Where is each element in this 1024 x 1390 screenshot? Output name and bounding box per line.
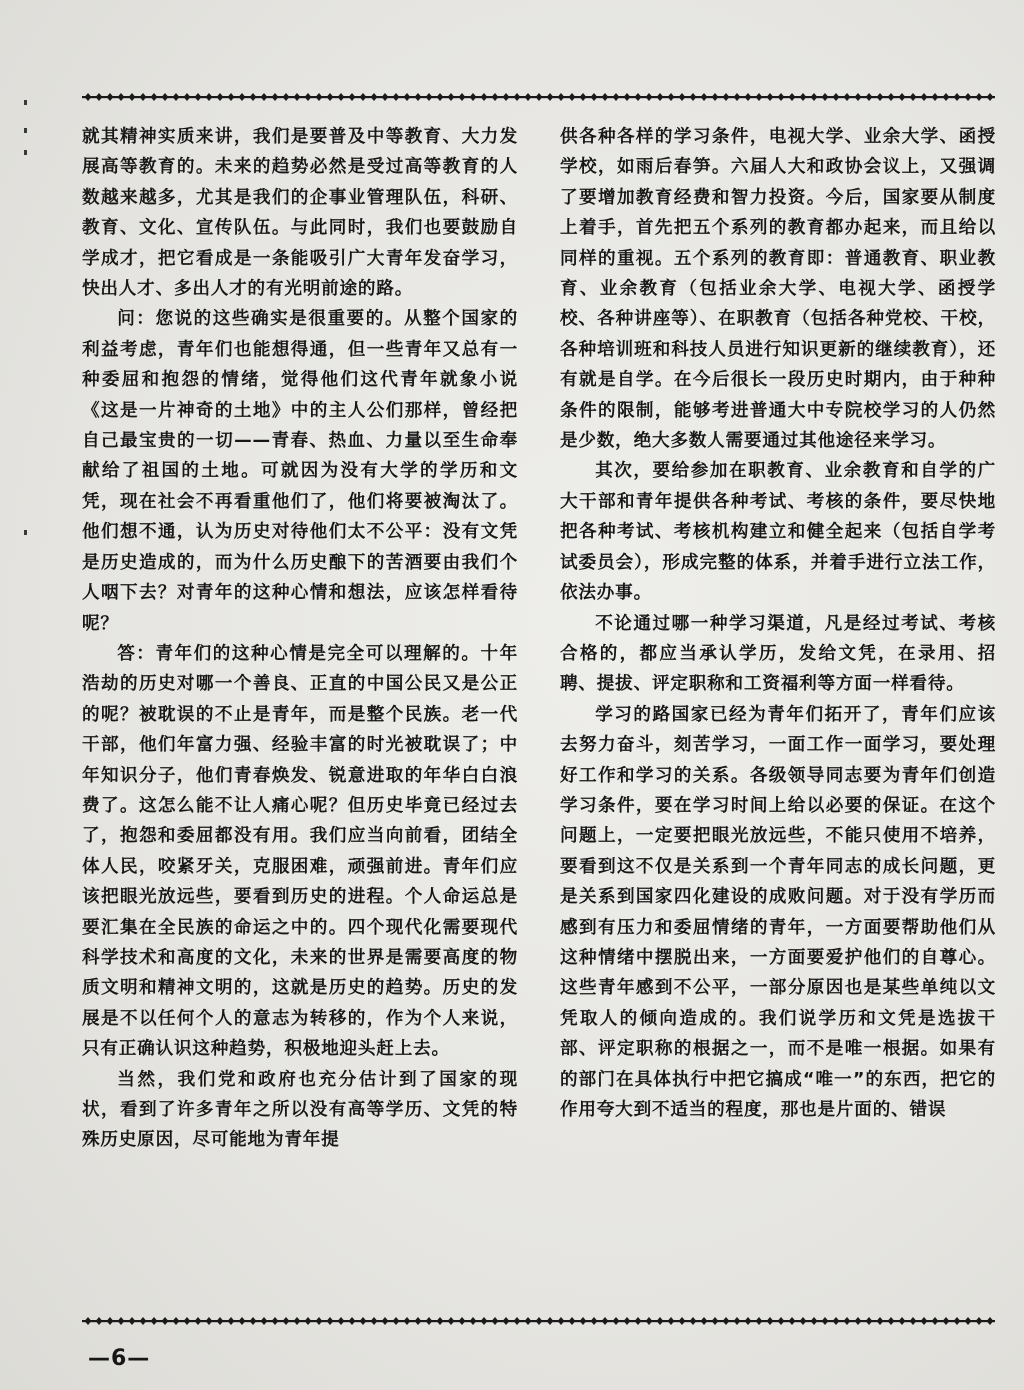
paragraph — [560, 122, 996, 456]
top-decorative-rule — [82, 92, 995, 102]
answer-paragraph — [82, 639, 518, 1065]
paragraph-text: 其次，要给参加在职教育、业余教育和自学的广大干部和青年提供各种考试、考核的条件，要尽快地把各种考试、考核机构建立和健全起来（包括自学考试委员会），形成完整的体系，并着手进行立法工作，依法办事。 — [560, 461, 996, 604]
paragraph — [82, 122, 518, 304]
question-paragraph — [82, 304, 518, 638]
question-label: 问： — [117, 309, 156, 330]
paragraph-text: 当然，我们党和政府也充分估计到了国家的现状，看到了许多青年之所以没有高等学历、文凭的特殊历史原因，尽可能地为青年提 — [82, 1069, 518, 1151]
paragraph — [560, 456, 996, 608]
paragraph-text: 供各种各样的学习条件，电视大学、业余大学、函授学校，如雨后春笋。六届人大和政协会议上，又强调了要增加教育经费和智力投资。今后，国家要从制度上着手，首先把五个系列的教育都办起来，而且给以同样的重视。五个系列的教育即：普通教育、职业教育、业余教育（包括业余大学、电视大学、函授学校、各种讲座等）、在职教育（包括各种党校、干校，各种培训班和科技人员进行知识更新的继续教育），还有就是自学。在今后很长一段历史时期内，由于种种条件的限制，能够考进普通大中专院校学习的人仍然是少数，绝大多数人需要通过其他途径来学习。 — [560, 127, 996, 452]
paragraph-text: 不论通过哪一种学习渠道，凡是经过考试、考核合格的，都应当承认学历，发给文凭，在录用、招聘、提拔、评定职称和工资福利等方面一样看待。 — [560, 613, 996, 695]
paragraph — [560, 700, 996, 1126]
paragraph-text: 学习的路国家已经为青年们拓开了，青年们应该去努力奋斗，刻苦学习，一面工作一面学习，要处理好工作和学习的关系。各级领导同志要为青年们创造学习条件，要在学习时间上给以必要的保证。在这个问题上，一定要把眼光放远些，不能只使用不培养，要看到这不仅是关系到一个青年同志的成长问题，更是关系到国家四化建设的成败问题。对于没有学历而感到有压力和委屈情绪的青年，一方面要帮助他们从这种情绪中摆脱出来，一方面要爱护他们的自尊心。这些青年感到不公平，一部分原因也是某些单纯以文凭取人的倾向造成的。我们说学历和文凭是选拔干部、评定职称的根据之一，而不是唯一根据。如果有的部门在具体执行中把它搞成“唯一”的东西，把它的作用夸大到不适当的程度，那也是片面的、错误 — [560, 704, 996, 1120]
paragraph — [560, 609, 996, 700]
answer-label: 答： — [117, 643, 156, 664]
bottom-decorative-rule — [82, 1316, 995, 1326]
right-column — [560, 122, 996, 1125]
left-column — [82, 122, 518, 1156]
page-number: —6— — [88, 1346, 151, 1371]
paragraph-text: 青年们的这种心情是完全可以理解的。十年浩劫的历史对哪一个善良、正直的中国公民又是公正的呢？被耽误的不止是青年，而是整个民族。老一代干部，他们年富力强、经验丰富的时光被耽误了；中年知识分子，他们青春焕发、锐意进取的年华白白浪费了。这怎么能不让人痛心呢？但历史毕竟已经过去了，抱怨和委屈都没有用。我们应当向前看，团结全体人民，咬紧牙关，克服困难，顽强前进。青年们应该把眼光放远些，要看到历史的进程。个人命运总是要汇集在全民族的命运之中的。四个现代化需要现代科学技术和高度的文化，未来的世界是需要高度的物质文明和精神文明的，这就是历史的趋势。历史的发展是不以任何个人的意志为转移的，作为个人来说，只有正确认识这种趋势，积极地迎头赶上去。 — [82, 643, 518, 1060]
paragraph-text: 就其精神实质来讲，我们是要普及中等教育、大力发展高等教育的。未来的趋势必然是受过高等教育的人数越来越多，尤其是我们的企事业管理队伍，科研、教育、文化、宣传队伍。与此同时，我们也要鼓励自学成才，把它看成是一条能吸引广大青年发奋学习，快出人才、多出人才的有光明前途的路。 — [82, 127, 518, 300]
paragraph — [82, 1065, 518, 1156]
paragraph-text: 您说的这些确实是很重要的。从整个国家的利益考虑，青年们也能想得通，但一些青年又总有一种委屈和抱怨的情绪，觉得他们这代青年就象小说《这是一片神奇的土地》中的主人公们那样，曾经把自己最宝贵的一切——青春、热血、力量以至生命奉献给了祖国的土地。可就因为没有大学的学历和文凭，现在社会不再看重他们了，他们将要被淘汰了。他们想不通，认为历史对待他们太不公平：没有文凭是历史造成的，而为什么历史酿下的苦酒要由我们个人咽下去？对青年的这种心情和想法，应该怎样看待呢？ — [82, 309, 518, 634]
